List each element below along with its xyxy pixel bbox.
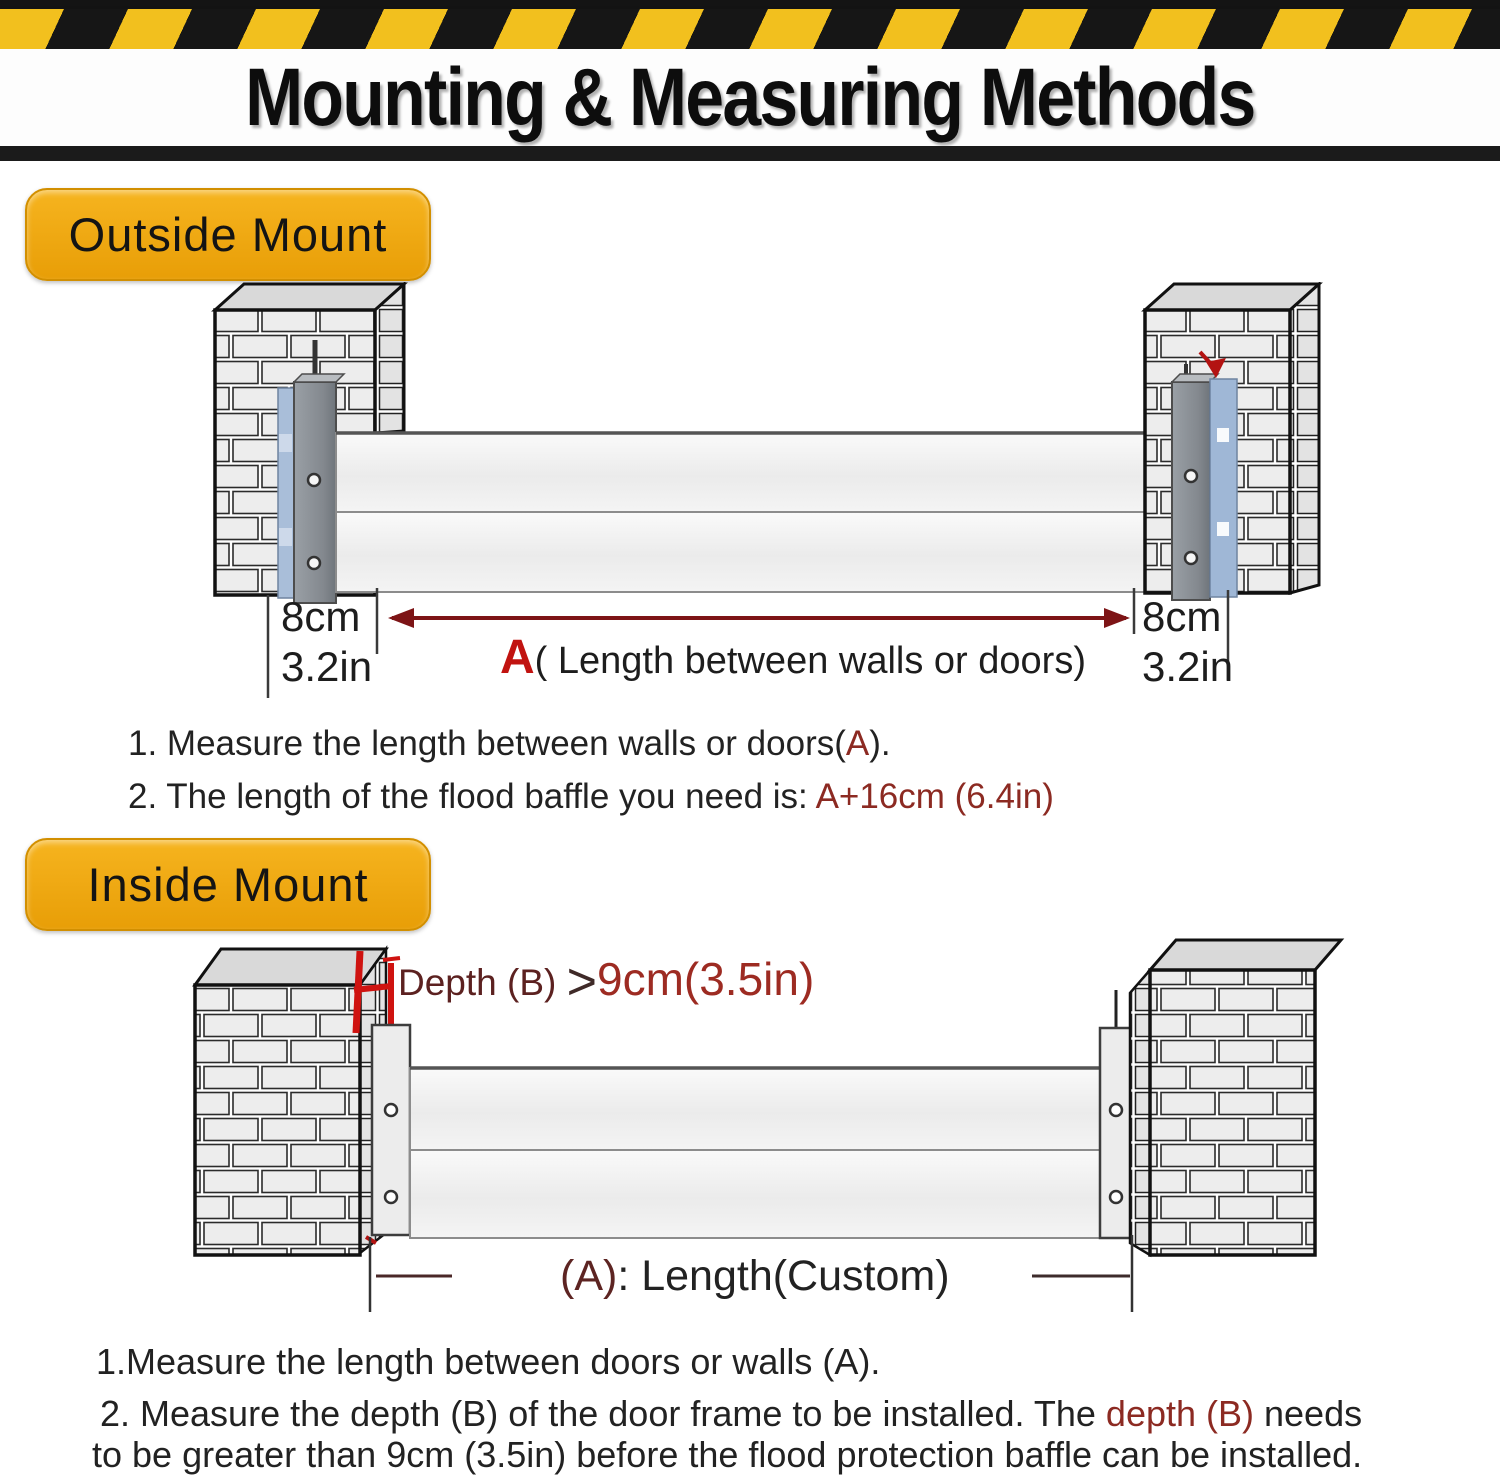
om-dim-right-in: 3.2in bbox=[1142, 643, 1234, 690]
om-length-label-text: ( Length between walls or doors) bbox=[534, 640, 1086, 682]
om-dim-right bbox=[1142, 592, 1233, 692]
inside-mount-badge-label: Inside Mount bbox=[87, 858, 369, 911]
im-depth-label bbox=[398, 952, 814, 1012]
om-dim-left-in: 3.2in bbox=[281, 643, 373, 690]
title-band bbox=[0, 49, 1500, 146]
im-step-2-line-2: to be greater than 9cm (3.5in) before the flood protection baffle can be installed. bbox=[92, 1434, 1363, 1475]
om-barrier-panels bbox=[336, 433, 1172, 592]
om-step-1: 1. Measure the length between walls or doors(A). bbox=[128, 724, 891, 763]
im-right-pillar bbox=[1130, 940, 1341, 1255]
im-right-plate bbox=[1100, 990, 1132, 1238]
om-dim-left bbox=[281, 592, 372, 692]
im-length-label-text: : Length(Custom) bbox=[617, 1252, 950, 1300]
im-step-1: 1.Measure the length between doors or walls (A). bbox=[96, 1341, 881, 1382]
greater-than-sign: > bbox=[566, 953, 597, 1011]
outside-mount-badge-label: Outside Mount bbox=[68, 208, 388, 261]
om-dim-left-cm: 8cm bbox=[281, 593, 361, 640]
im-length-label-a: (A) bbox=[560, 1252, 618, 1300]
om-step-2: 2. The length of the flood baffle you need is: A+16cm (6.4in) bbox=[128, 777, 1054, 816]
om-length-label-a: A bbox=[500, 631, 535, 684]
om-dim-right-cm: 8cm bbox=[1142, 593, 1222, 640]
im-step-2-line-1: 2. Measure the depth (B) of the door frame to be installed. The depth (B) needs bbox=[100, 1393, 1363, 1434]
om-right-bracket bbox=[1172, 352, 1237, 600]
im-barrier-panels bbox=[410, 1068, 1100, 1238]
im-depth-label-text: Depth (B) bbox=[398, 962, 567, 1003]
inside-mount-badge bbox=[25, 838, 431, 931]
hazard-stripe-band bbox=[0, 9, 1500, 49]
im-length-label bbox=[560, 1252, 950, 1301]
im-left-plate bbox=[366, 1025, 410, 1243]
title-underline-bar bbox=[0, 146, 1500, 161]
outside-mount-badge bbox=[25, 188, 431, 281]
im-depth-label-value: 9cm(3.5in) bbox=[597, 953, 815, 1005]
om-length-label bbox=[500, 630, 1086, 685]
page-title: Mounting & Measuring Methods bbox=[245, 51, 1255, 143]
top-black-bar bbox=[0, 0, 1500, 9]
